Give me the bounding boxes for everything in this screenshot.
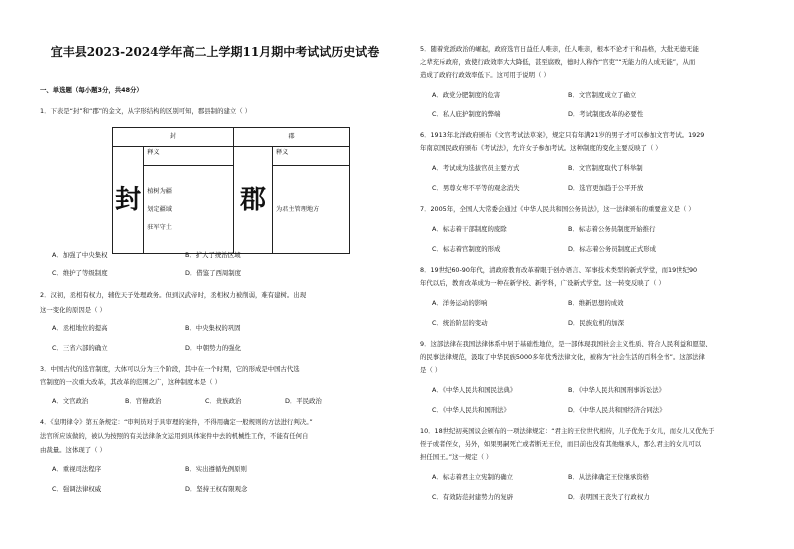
- q7-option-b[interactable]: B．标志着公务员制度开始推行: [568, 225, 656, 233]
- q9-option-a[interactable]: A．《中华人民共和国民法典》: [432, 386, 517, 394]
- question-4-line-3: 由裁量。这体现了（ ）: [40, 446, 106, 454]
- q9-option-d[interactable]: D．《中华人民共和国经济合同法》: [568, 406, 666, 414]
- question-5-line-2: 之辈充斥政府，致使行政效率大大降低，甚至腐败，德时人称作“官吏”“无能力的人成无能”，从而: [420, 58, 696, 66]
- q1-option-b[interactable]: B．扩大了统治区域: [185, 251, 241, 259]
- question-2-line-1: 2．汉初，丞相有权力，辅佐天子处理政务。但到汉武帝时，丞相权力被削弱，难有建树。出现: [40, 291, 307, 299]
- q8-option-b[interactable]: B．维新思想的成效: [568, 299, 624, 307]
- feng-meaning-line-1: 植树为疆: [147, 187, 172, 195]
- q8-option-d[interactable]: D．民族危机的加深: [568, 319, 625, 327]
- q3-option-a[interactable]: A．文官政治: [52, 397, 89, 405]
- question-4-line-2: 法官所应该做的，被认为按照的有关法律条文运用到具体案件中去的机械性工作，不能有任何自: [40, 432, 309, 440]
- feng-meaning-label: 释义: [147, 149, 160, 156]
- q4-option-a[interactable]: A．重视司法程序: [52, 465, 102, 473]
- feng-jun-table: [112, 127, 350, 254]
- q7-option-c[interactable]: C．标志着官制度的形成: [432, 245, 501, 253]
- q3-option-c[interactable]: C．贵族政治: [205, 397, 242, 405]
- q9-option-b[interactable]: B．《中华人民共和国刑事诉讼法》: [568, 386, 666, 394]
- question-5-line-3: 造成了政府行政效率低下。这可用于说明（ ）: [420, 71, 550, 79]
- question-3-line-1: 3．中国古代的选官制度，大体可以分为三个阶段，其中在一个时期，它的形成是中国古代选: [40, 365, 300, 373]
- question-9-line-3: 是（ ）: [420, 366, 442, 374]
- q3-option-b[interactable]: B．官僚政治: [125, 397, 162, 405]
- q7-option-a[interactable]: A．标志着干部制度的废除: [432, 225, 507, 233]
- question-3-line-2: 官制度的一次重大改革，其改革的范围之广，这种制度本是（ ）: [40, 378, 221, 386]
- q10-option-d[interactable]: D．表明国王丧失了行政权力: [568, 493, 650, 501]
- q5-option-d[interactable]: D．考试制度改革的必要性: [568, 110, 644, 118]
- question-7-line-1: 7．2005年，全国人大常委会通过《中华人民共和国公务员法》，这一法律颁布的重要意义是（ ）: [420, 205, 695, 213]
- q9-option-c[interactable]: C．《中华人民共和国刑法》: [432, 406, 510, 414]
- q1-option-d[interactable]: D．借鉴了西周制度: [185, 269, 242, 277]
- question-6-line-2: 年南京国民政府颁布《考试法》，允许女子参加考试。这种制度的变化主要反映了（ ）: [420, 144, 662, 152]
- question-9-line-2: 的民事法律规范，汲取了中华民族5000多年优秀法律文化，被称为“社会生活的百科全书”。这部法律: [420, 353, 705, 361]
- q2-option-c[interactable]: C．三省六部的确立: [52, 344, 108, 352]
- question-1-stem: 1．下表是“封”和“郡”的金文，从字形结构的区别可知，郡县制的建立（ ）: [40, 107, 252, 115]
- feng-glyph-cell: [113, 147, 144, 254]
- question-10-line-1: 10．18世纪初英国议会颁布的一项法律规定：“君主的王位世代相传，儿子优先于女儿，而女儿又优先于: [420, 427, 715, 435]
- question-10-line-2: 侄子或者侄女，另外，如果男嗣死亡或者断无王位，而目前也没有其他继承人，那么君主的女儿可以: [420, 440, 702, 448]
- q2-option-b[interactable]: B．中央集权的巩固: [185, 324, 241, 332]
- question-8-line-1: 8．19世纪60-90年代，清政府教育改革着眼于创办语言、军事技术类型的新式学堂，而19世纪90: [420, 266, 698, 274]
- feng-meaning-line-2: 划定疆域: [147, 205, 172, 213]
- q3-option-d[interactable]: D．平民政治: [285, 397, 322, 405]
- q8-option-c[interactable]: C．统治阶层的变动: [432, 319, 488, 327]
- question-10-line-3: 担任国王。”这一规定（ ）: [420, 453, 493, 461]
- q6-option-b[interactable]: B．文官制度取代了科举制: [568, 164, 643, 172]
- question-2-line-2: 这一变化的原因是（ ）: [40, 306, 106, 314]
- question-9-line-1: 9．这部法律在我国法律体系中居于基础性地位，是一部体现我国社会主义性质、符合人民利益和愿望、: [420, 340, 712, 348]
- paper-title: 宜丰县2023-2024学年高二上学期11月期中考试试历史试卷: [50, 45, 380, 59]
- q1-option-a[interactable]: A．加强了中央集权: [52, 251, 108, 259]
- jun-meaning-line: 为君主管理地方: [276, 205, 320, 213]
- feng-meaning-line-3: 驻军守土: [147, 223, 172, 231]
- q4-option-b[interactable]: B．实出遵循先例原则: [185, 465, 247, 473]
- section-heading: 一、单选题（每小题3分，共48分）: [40, 86, 143, 94]
- q2-option-a[interactable]: A．丞相地位的提高: [52, 324, 108, 332]
- q6-option-c[interactable]: C．男尊女卑不平等的观念消失: [432, 184, 520, 192]
- q7-option-d[interactable]: D．标志着公务员制度正式形成: [568, 245, 656, 253]
- q5-option-b[interactable]: B．文官制度成立了确立: [568, 91, 637, 99]
- question-4-line-1: 4．《皇明律令》第五条规定：“审判员对于具审理的案件，不得用确定一般规则的方法进行判决。”: [40, 418, 313, 426]
- q5-option-a[interactable]: A．政党分肥制度的危害: [432, 91, 501, 99]
- table-header-jun: 郡: [234, 128, 350, 147]
- q4-option-c[interactable]: C．强调法律权威: [52, 485, 102, 493]
- q10-option-b[interactable]: B．从法律确定王位继承资格: [568, 473, 650, 481]
- jun-meaning-label: 释义: [276, 149, 289, 156]
- q10-option-c[interactable]: C．有效防范封建势力的复辟: [432, 493, 514, 501]
- q6-option-d[interactable]: D．选官更加趋于公平开放: [568, 184, 644, 192]
- q5-option-c[interactable]: C．私人庇护制度的弊端: [432, 110, 501, 118]
- jun-bronze-glyph: 郡: [239, 185, 266, 215]
- feng-bronze-glyph: 封: [115, 185, 142, 215]
- question-8-line-2: 年代以后，教育改革成为一种在新学校、新学科，广设新式学堂。这一转变反映了（ ）: [420, 279, 665, 287]
- table-header-feng: 封: [113, 128, 234, 147]
- q1-option-c[interactable]: C．维护了等级制度: [52, 269, 108, 277]
- q6-option-a[interactable]: A．考试成为选拔官员主要方式: [432, 164, 520, 172]
- q10-option-a[interactable]: A．标志着君主立宪制的确立: [432, 473, 514, 481]
- q8-option-a[interactable]: A．洋务运动的影响: [432, 299, 488, 307]
- q4-option-d[interactable]: D．坚持王权有限观念: [185, 485, 248, 493]
- jun-glyph-cell: [234, 147, 273, 254]
- question-5-line-1: 5．随着党派政治的崛起，政府选官日益任人唯亲，任人唯亲，根本不论才干和品格，大批无德无能: [420, 45, 699, 53]
- q2-option-d[interactable]: D．中朝势力的强化: [185, 344, 242, 352]
- question-6-line-1: 6．1913年北洋政府颁布《文官考试法草案》，规定只有年满21岁的男子才可以参加文官考试。1929: [420, 131, 705, 139]
